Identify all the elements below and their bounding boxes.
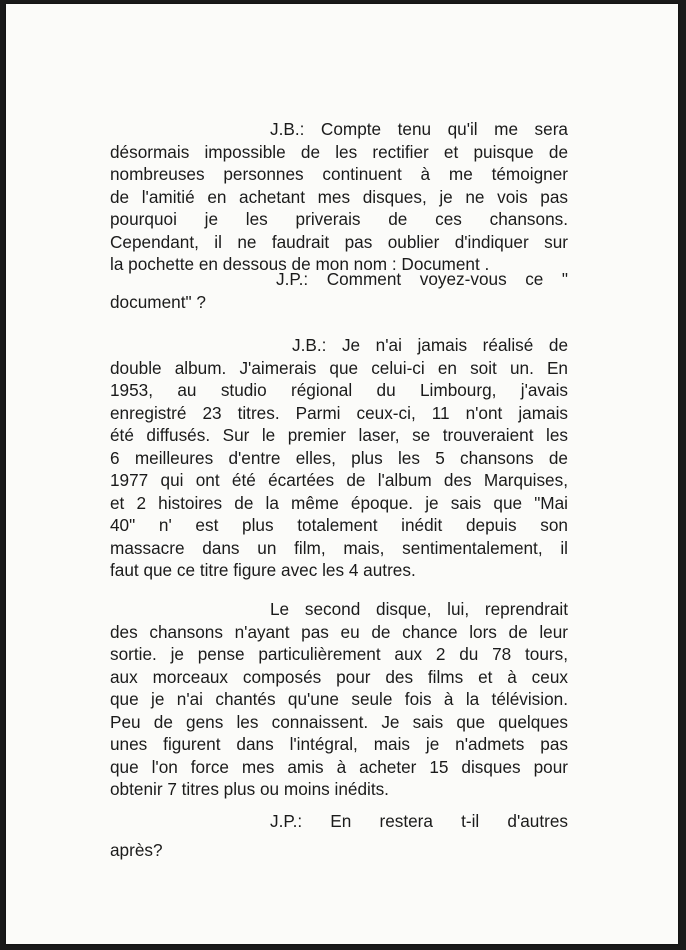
text-line: obtenir 7 titres plus ou moins inédits.: [110, 779, 389, 799]
text-line: 40" n' est plus totalement inédit depuis son: [110, 515, 568, 535]
text-line: J.B.: Je n'ai jamais réalisé de: [292, 335, 568, 355]
text-line: après?: [110, 839, 163, 860]
text-line: J.B.: Compte tenu qu'il me sera: [270, 119, 568, 139]
text-line: que je n'ai chantés qu'une seule fois à la télévision.: [110, 689, 568, 709]
paragraph-jp-question-1: [110, 268, 568, 313]
text-line: désormais impossible de les rectifier et puisque de: [110, 141, 568, 162]
text-line: Peu de gens les connaissent. Je sais que quelques: [110, 711, 568, 732]
text-line: sortie. je pense particulièrement aux 2 du 78 tours,: [110, 644, 568, 664]
paragraph-jp-question-2: [110, 810, 568, 861]
text-line: document" ?: [110, 291, 206, 312]
text-line: 1953, au studio régional du Limbourg, j'avais: [110, 380, 568, 400]
text-line: faut que ce titre figure avec les 4 autres.: [110, 560, 416, 580]
text-line: 1977 qui ont été écartées de l'album des Marquises,: [110, 470, 568, 490]
text-line: J.P.: En restera t-il d'autres: [270, 811, 568, 831]
text-line: J.P.: Comment voyez-vous ce ": [276, 269, 568, 289]
text-line: nombreuses personnes continuent à me témoigner: [110, 164, 568, 184]
text-line: double album. J'aimerais que celui-ci en soit un. En: [110, 357, 568, 378]
text-line: unes figurent dans l'intégral, mais je n'admets pas: [110, 734, 568, 754]
text-line: Cependant, il ne faudrait pas oublier d'indiquer sur: [110, 231, 568, 252]
text-line: 6 meilleures d'entre elles, plus les 5 chansons de: [110, 447, 568, 468]
text-line: pourquoi je les priverais de ces chansons.: [110, 209, 568, 229]
text-line: Le second disque, lui, reprendrait: [270, 599, 568, 619]
paragraph-jb-answer-2: [110, 334, 568, 582]
text-line: et 2 histoires de la même époque. je sais que "Mai: [110, 492, 568, 513]
text-line: enregistré 23 titres. Parmi ceux-ci, 11 n'ont jamais: [110, 402, 568, 423]
text-line: été diffusés. Sur le premier laser, se trouveraient les: [110, 425, 568, 445]
paragraph-jb-answer-3: [110, 598, 568, 801]
text-line: aux morceaux composés pour des films et à ceux: [110, 666, 568, 687]
text-line: massacre dans un film, mais, sentimentalement, il: [110, 537, 568, 558]
document-page: [6, 4, 678, 944]
text-line: que l'on force mes amis à acheter 15 disques pour: [110, 756, 568, 777]
text-line: des chansons n'ayant pas eu de chance lors de leur: [110, 621, 568, 642]
paragraph-jb-answer-1: [110, 118, 568, 276]
text-line: de l'amitié en achetant mes disques, je ne vois pas: [110, 186, 568, 207]
text-line: la pochette en dessous de mon nom : Document .: [110, 254, 490, 274]
